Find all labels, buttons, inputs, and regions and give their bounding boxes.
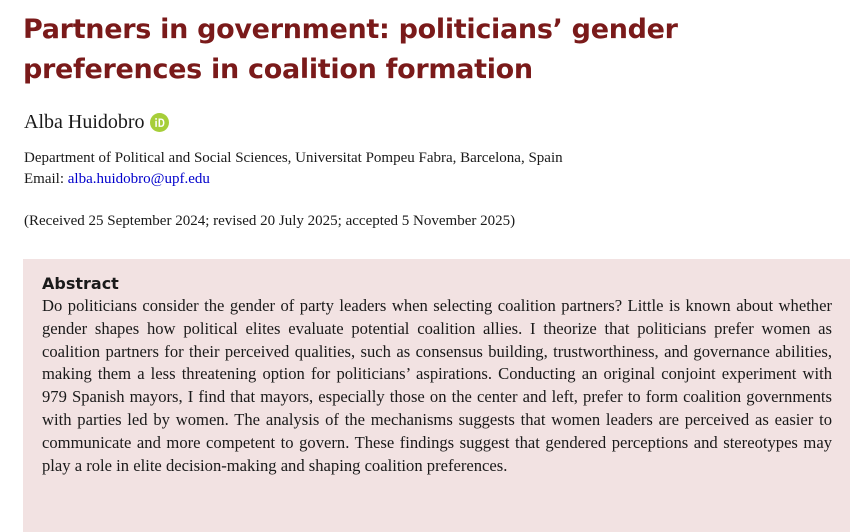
abstract-box — [23, 259, 850, 532]
orcid-icon[interactable] — [150, 113, 169, 132]
email-label: Email: — [24, 171, 68, 187]
author-name: Alba Huidobro — [24, 111, 145, 133]
abstract-text: Do politicians consider the gender of party leaders when selecting coalition partners? Little is known about whether gender shapes how political elites evaluate potential coalition allies. I theorize that politicians prefer women as coalition partners for their perceived qualities, such as consensus building, trustworthiness, and governance abilities, making them a less threatening option for politicians’ aspirations. Conducting an original conjoint experiment with 979 Spanish mayors, I find that mayors, especially those on the center and left, prefer to form coalition governments with parties led by women. The analysis of the mechanisms suggests that women leaders are perceived as easier to communicate and more competent to govern. These findings suggest that gendered perceptions and stereotypes may play a role in elite decision-making and shaping coalition preferences. — [42, 296, 832, 475]
paper-title: Partners in government: politicians’ gender preferences in coalition formation — [23, 14, 678, 85]
abstract-heading: Abstract — [42, 274, 119, 293]
author-line — [24, 108, 169, 136]
email-line — [24, 169, 210, 190]
affiliation: Department of Political and Social Sciences, Universitat Pompeu Fabra, Barcelona, Spain — [24, 150, 563, 166]
email-link[interactable]: alba.huidobro@upf.edu — [67, 171, 210, 187]
received-dates: (Received 25 September 2024; revised 20 July 2025; accepted 5 November 2025) — [24, 213, 516, 229]
